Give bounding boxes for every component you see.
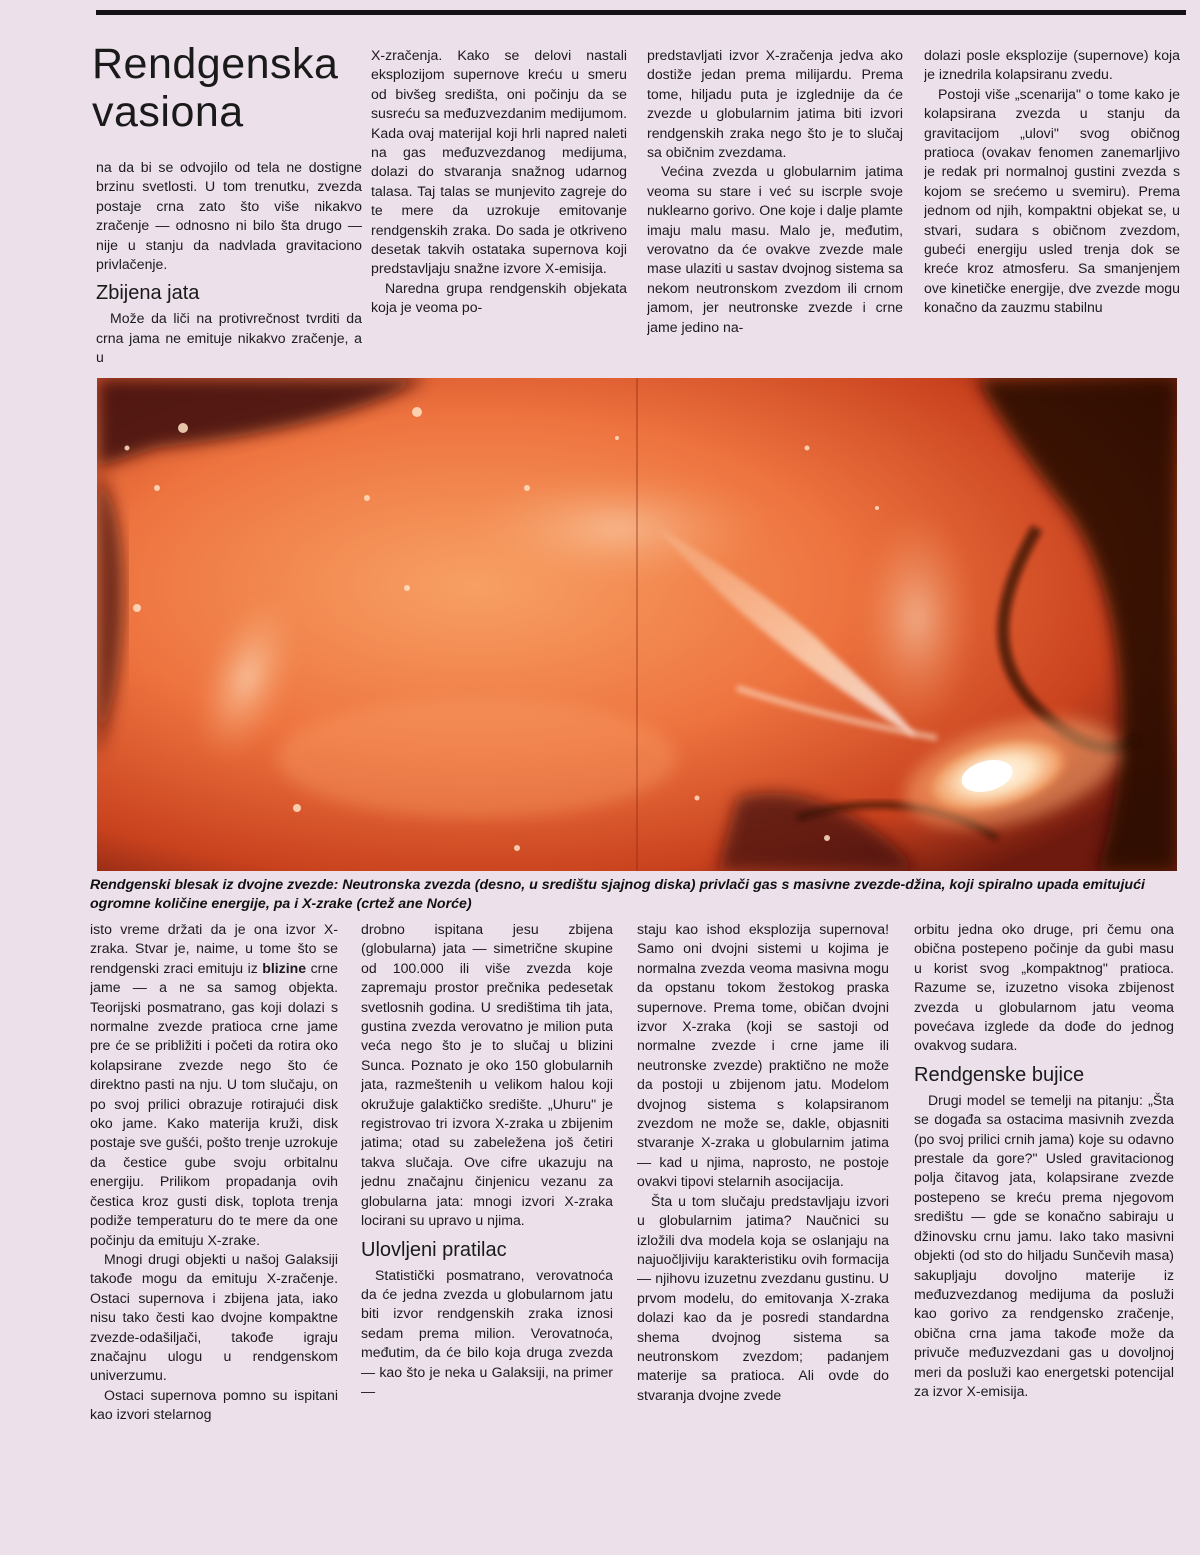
text-run: crne jame — a ne sa samog objekta. Teorijski posmatrano, gas koji dolazi s normalne zvezde pratioca crne jame pre će se približiti i početi da rotira oko kolapsirane zvezde nego što će direktno pasti na nju. U tom slučaju, on po svoj prilici obrazuje rotirajući disk oko jame. Kako materija kruži, disk postaje sve gušći, pošto trenje uzrokuje da čestice gube svoju orbitalnu energiju. Prilikom propadanja ovih čestica kroz gusti disk, toplota trenja podiže temperaturu do te mere da one počinju da emituju X-zrake. <box>90 959 338 1248</box>
article-title: Rendgenska vasiona <box>92 40 339 136</box>
section-heading: Rendgenske bujice <box>914 1063 1085 1086</box>
paragraph: Drugi model se temelji na pitanju: „Šta se događa sa ostacima masivnih zvezda (po svoj prilici crnih jama) koje su odavno prestale da gore?" Usled gravitacionog polja čitavog jata, kolapsirane zvezde postepeno se kreću prema njegovom središtu — gde se konačno sabiraju u džinovsku crnu jamu. Iako tako masivni objekti (od sto do hiljadu Sunčevih masa) sakupljaju dovoljno materije iz međuzvezdanog medijuma da posluži kao gorivo za rendgensko zračenje, obična crna jama takođe može da privuče međuzvezdani gas u dovoljnoj meri da posluži kao energetski potencijal za izvor X-emisija. <box>914 1091 1174 1399</box>
column-1 <box>96 158 362 372</box>
paragraph: Ostaci supernova pomno su ispitani kao izvori stelarnog <box>90 1386 338 1423</box>
paragraph: Većina zvezda u globularnim jatima veoma su stare i već su iscrple svoje nuklearno gorivo. One koje i dalje plamte imaju malu masu. Malo je, međutim, verovatno da će ovakve zvezde male mase ulaziti u sastav dvojnog sistema sa nekom neutronskom zvezdom ili crnom jamom, jer neutronske zvezde i crne jame jedino na- <box>647 163 903 335</box>
section-heading: Ulovljeni pratilac <box>361 1238 507 1261</box>
paragraph: na da bi se odvojilo od tela ne dostigne brzinu svetlosti. U tom trenutku, zvezda postaje crna zato što više nikakvo zračenje — odnosno ni bilo šta drugo — nije u stanju da nadvlada gravitaciono privlačenje. <box>96 159 362 273</box>
section-heading: Zbijena jata <box>96 282 200 305</box>
paragraph: Postoji više „scenarija" o tome kako je kolapsirana zvezda u stanju da gravitacijom „ulovi" svog običnog pratioca (ovakav fenomen zanemarljivo je redak pri normalnoj gustini zvezda s kojom se srećemo u svemiru). Prema jednom od njih, kompaktni objekat se, u stvari, sudara s običnom zvezdom, gubeći energiju usled trenja dok se kreće kroz atmosferu. Sa smanjenjem ove kinetičke energije, dve zvezde mogu konačno da zauzmu stabilnu <box>924 85 1180 316</box>
paragraph: Statistički posmatrano, verovatnoća da će jedna zvezda u globularnom jatu biti izvor rendgenskih zraka iznosi sedam prema milion. Verovatnoća, međutim, da će bilo koja druga zvezda — kao što je neka u Galaksiji, na primer — <box>361 1266 613 1399</box>
column-6 <box>361 920 613 1520</box>
emphasis-text: blizine <box>262 959 307 976</box>
paragraph: Šta u tom slučaju predstavljaju izvori u globularnim jatima? Naučnici su izložili dva modela koja se oslanjaju na najuočljiviju karakteristiku ovih formacija — njihovu izuzetnu zvezdanu gustinu. U prvom modelu, do emitovanja X-zraka dolazi kao da je posredi standardna shema dvojnog sistema sa neutronskom zvezdom; padanjem materije sa pratioca. Ali ovde do stvaranja dvojne zvede <box>637 1192 889 1403</box>
paragraph <box>90 920 338 1250</box>
paragraph: Može da liči na protivrečnost tvrditi da crna jama ne emituje nikakvo zračenje, a u <box>96 310 362 366</box>
top-rule <box>96 10 1186 15</box>
paragraph: Mnogi drugi objekti u našoj Galaksiji takođe mogu da emituju X-zračenje. Ostaci supernova i zbijena jata, iako nisu tako česti kao dvojne kompaktne zvezde-odašiljači, takođe igraju značajnu ulogu u rendgenskom univerzumu. <box>90 1250 338 1384</box>
article-illustration <box>97 378 1177 871</box>
column-5 <box>90 920 338 1520</box>
paragraph: Naredna grupa rendgenskih objekata koja je veoma po- <box>371 279 627 316</box>
column-3 <box>647 46 903 372</box>
paragraph: orbitu jedna oko druge, pri čemu ona obična postepeno počinje da gubi masu u korist svog „kompaktnog" pratioca. Razume se, izuzetno visoka zbijenost zvezda u globularnom jatu veoma povećava izglede da dođe do jednog ovakvog sudara. <box>914 921 1174 1054</box>
paragraph: X-zračenja. Kako se delovi nastali eksplozijom supernove kreću u smeru od bivšeg središta, oni počinju da se susreću sa međuzvezdanim medijumom. Kada ovaj materijal koji hrli napred naleti na gas međuzvezdanog medijuma, dolazi do stvaranja snažnog udarnog talasa. Taj talas se munjevito zagreje do te mere da uzrokuje emitovanje rendgenskih zraka. Do sada je otkriveno desetak takvih ostataka supernova koji predstavljaju snažne izvore X-emisija. <box>371 47 627 277</box>
paragraph: drobno ispitana jesu zbijena (globularna) jata — simetrične skupine od 100.000 ili više zvezda koje zapremaju prostor prečnika pedesetak svetlosnih godina. U središtima tih jata, gustina zvezda verovatno je milion puta veća nego što je to slučaj u blizini Sunca. Poznato je oko 150 globularnih jata, razmeštenih u velikom halou koji okružuje galaktičko središte. „Uhuru" je registrovao tri izvora X-zraka u zbijenim jatima; otad su zabeležena još četiri takva slučaja. Ove cifre ukazuju na jednu značajnu činjenicu vezanu za globularna jata: mnogi izvori X-zraka locirani su upravo u njima. <box>361 921 613 1229</box>
figure-caption: Rendgenski blesak iz dvojne zvezde: Neutronska zvezda (desno, u središtu sjajnog diska) privlači gas s masivne zvezde-džina, koji spiralno upada emitujući ogromne količine energije, pa i X-zrake (crtež ane Norće) <box>90 877 1145 912</box>
column-7 <box>637 920 889 1520</box>
paragraph: staju kao ishod eksplozija supernova! Samo oni dvojni sistemi u kojima je normalna zvezda veoma masivna mogu da opstanu tokom žestokog praska supernove. Prema tome, običan dvojni izvor X-zraka (koji se sastoji od normalne zvezde i crne jame ili neutronske zvezde) praktično ne može da postoji u zbijenom jatu. Modelom dvojnog sistema s kolapsiranom zvezdom ne može se, dakle, objasniti stvaranje X-zraka u globularnim jatima — kad u njima, naprosto, ne postoje ovakvi tipovi stelarnih asocijacija. <box>637 921 889 1190</box>
paragraph: predstavljati izvor X-zračenja jedva ako dostiže jedan prema milijardu. Prema tome, hiljadu puta je izglednije da će zvezde u globularnim jatima biti izvori rendgenskih zraka nego što je to slučaj sa običnim zvezdama. <box>647 47 903 161</box>
x-ray-binary-illustration <box>97 378 1177 871</box>
paragraph: dolazi posle eksplozije (supernove) koja je iznedrila kolapsiranu zvedu. <box>924 47 1180 83</box>
text-run: isto vreme držati da je ona izvor X-zraka. Stvar je, naime, u tome što se rendgenski zraci emituju iz <box>90 921 338 976</box>
column-8 <box>914 920 1174 1520</box>
column-4 <box>924 46 1180 372</box>
column-2 <box>371 46 627 372</box>
